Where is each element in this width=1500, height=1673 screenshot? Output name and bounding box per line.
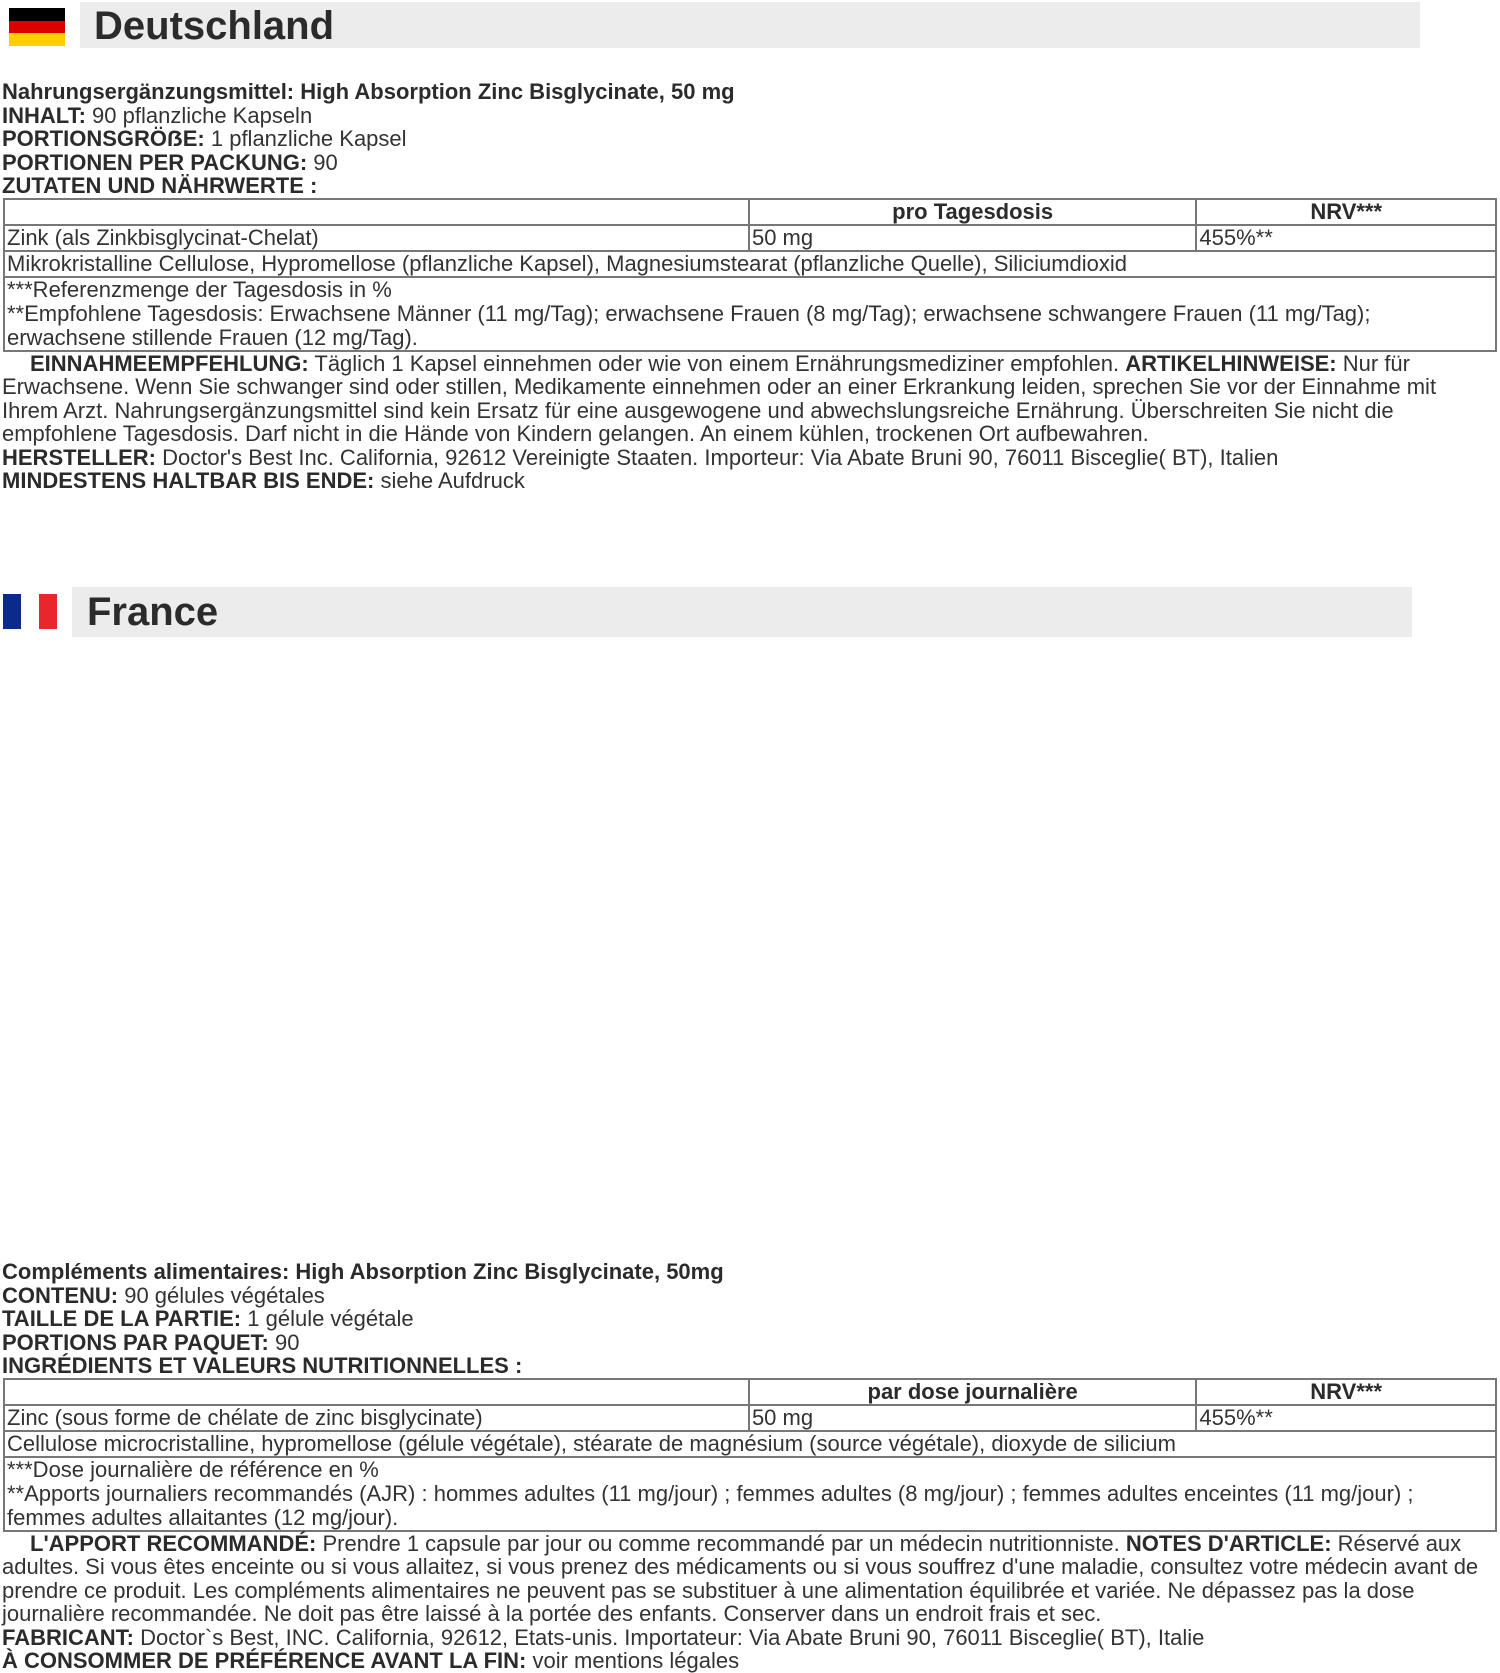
bestbefore-text: voir mentions légales [526, 1648, 740, 1673]
table-row [4, 251, 1496, 277]
content-label: CONTENU: [2, 1282, 119, 1308]
nutrient-name: Zinc (sous forme de chélate de zinc bisglycinate) [4, 1405, 749, 1431]
section-title: Deutschland [94, 4, 335, 48]
table-note: **Apports journaliers recommandés (AJR) : hommes adultes (11 mg/jour) ; femmes adultes (8 mg/jour) ; femmes adultes enceintes (11 mg/jour) ; femmes adultes allaitantes (12 mg/jour). [7, 1480, 1414, 1530]
content-value: 90 gélules végétales [118, 1282, 325, 1308]
portions-line [2, 1331, 1498, 1355]
notes-text: Nur für Erwachsene. Wenn Sie schwanger sind oder stillen, Medikamente einnehmen oder an einer Erkrankung leiden, sprechen Sie vor der Einnahme mit Ihrem Arzt. Nahrungsergänzungsmittel sind kein Ersatz für eine ausgewogene und abwechslungsreiche Ernährung. Überschreiten Sie nicht die empfohlene Tagesdosis. Darf nicht in die Hände von Kindern gelangen. An einem kühlen, trockenen Ort aufbewahren. [2, 350, 1437, 447]
notes-text: Réservé aux adultes. Si vous êtes enceinte ou si vous allaitez, si vous prenez des médicaments ou si vous souffrez d'une maladie, consultez votre médecin avant de prendre ce produit. Les compléments alimentaires ne peuvent pas se substituer à une alimentation équilibrée et variée. Ne dépassez pas la dose journalière recommandée. Ne doit pas être laissé à la portée des enfants. Conserver dans un endroit frais et sec. [2, 1530, 1479, 1627]
portions-value: 90 [268, 1329, 300, 1355]
ingredients-label: ZUTATEN UND NÄHRWERTE : [2, 173, 318, 198]
bestbefore-label: MINDESTENS HALTBAR BIS ENDE: [2, 468, 375, 494]
usage-paragraph [2, 352, 1498, 446]
table-header-empty [4, 1379, 749, 1405]
nutrient-dose: 50 mg [749, 1405, 1196, 1431]
usage-paragraph [2, 1532, 1498, 1626]
content-line [2, 104, 1498, 128]
table-row [4, 1405, 1496, 1431]
content-value: 90 pflanzliche Kapseln [85, 102, 313, 128]
usage-label: L'APPORT RECOMMANDÉ: [30, 1530, 317, 1556]
maker-text: Doctor's Best Inc. California, 92612 Vereinigte Staaten. Importeur: Via Abate Bruni 90, 76011 Bisceglie( BT), Italien [156, 444, 1279, 470]
bestbefore-line [2, 469, 1498, 493]
table-header-nrv: NRV*** [1196, 1379, 1496, 1405]
notes-label: ARTIKELHINWEISE: [1125, 350, 1337, 376]
portions-label: PORTIONS PAR PAQUET: [2, 1329, 269, 1355]
table-header-empty [4, 199, 749, 225]
content-line [2, 1284, 1498, 1308]
bestbefore-label: À CONSOMMER DE PRÉFÉRENCE AVANT LA FIN: [2, 1648, 527, 1673]
table-header-dose: pro Tagesdosis [749, 199, 1196, 225]
usage-text: Täglich 1 Kapsel einnehmen oder wie von einem Ernährungsmediziner empfohlen. [308, 350, 1126, 376]
portions-value: 90 [307, 149, 338, 175]
serving-line [2, 127, 1498, 151]
section-title: France [87, 590, 219, 634]
notes-label: NOTES D'ARTICLE: [1125, 1530, 1332, 1556]
ingredients-label: INGRÉDIENTS ET VALEURS NUTRITIONNELLES : [2, 1353, 523, 1378]
serving-label: PORTIONSGRÖẞE: [2, 126, 205, 151]
table-note: ***Referenzmenge der Tagesdosis in % [7, 276, 392, 302]
section-title-bar [80, 2, 1420, 48]
other-ingredients: Mikrokristalline Cellulose, Hypromellose (pflanzliche Kapsel), Magnesiumstearat (pflanzliche Quelle), Siliciumdioxid [4, 251, 1496, 277]
nutrient-name: Zink (als Zinkbisglycinat-Chelat) [4, 225, 749, 251]
product-info [2, 1260, 1498, 1673]
product-name: Nahrungsergänzungsmittel: High Absorption Zinc Bisglycinate, 50 mg [2, 79, 735, 104]
table-header-row [4, 1379, 1496, 1405]
nutrient-dose: 50 mg [749, 225, 1196, 251]
bestbefore-line [2, 1649, 1498, 1673]
product-name: Compléments alimentaires: High Absorption Zinc Bisglycinate, 50mg [2, 1259, 724, 1284]
maker-line [2, 1626, 1498, 1650]
nutrition-table [3, 198, 1497, 352]
content-label: INHALT: [2, 102, 86, 128]
maker-label: FABRICANT: [2, 1624, 134, 1650]
other-ingredients: Cellulose microcristalline, hypromellose (gélule végétale), stéarate de magnésium (source végétale), dioxyde de silicium [4, 1431, 1496, 1457]
usage-text: Prendre 1 capsule par jour ou comme recommandé par un médecin nutritionniste. [316, 1530, 1126, 1556]
france-flag-icon [3, 594, 57, 629]
portions-line [2, 151, 1498, 175]
nutrition-table [3, 1378, 1497, 1532]
nutrient-nrv: 455%** [1196, 225, 1496, 251]
product-info [2, 80, 1498, 493]
nutrient-nrv: 455%** [1196, 1405, 1496, 1431]
table-note: **Empfohlene Tagesdosis: Erwachsene Männer (11 mg/Tag); erwachsene Frauen (8 mg/Tag); erwachsene schwangere Frauen (11 mg/Tag); erwachsene stillende Frauen (12 mg/Tag). [7, 300, 1371, 350]
table-row [4, 1431, 1496, 1457]
serving-line [2, 1307, 1498, 1331]
bestbefore-text: siehe Aufdruck [374, 468, 525, 494]
portions-label: PORTIONEN PER PACKUNG: [2, 149, 308, 175]
section-title-bar [72, 587, 1412, 637]
table-header-row [4, 199, 1496, 225]
maker-text: Doctor`s Best, INC. California, 92612, Etats-unis. Importateur: Via Abate Bruni 90, 76011 Bisceglie( BT), Italie [134, 1624, 1205, 1650]
serving-label: TAILLE DE LA PARTIE: [2, 1306, 242, 1331]
germany-flag-icon [9, 8, 65, 46]
table-header-nrv: NRV*** [1196, 199, 1496, 225]
serving-value: 1 pflanzliche Kapsel [204, 126, 407, 151]
table-header-dose: par dose journalière [749, 1379, 1196, 1405]
table-notes-row [4, 1457, 1496, 1531]
table-notes-row [4, 277, 1496, 351]
table-note: ***Dose journalière de référence en % [7, 1456, 379, 1482]
table-row [4, 225, 1496, 251]
usage-label: EINNAHMEEMPFEHLUNG: [30, 350, 309, 376]
serving-value: 1 gélule végétale [241, 1306, 414, 1331]
maker-line [2, 446, 1498, 470]
maker-label: HERSTELLER: [2, 444, 156, 470]
